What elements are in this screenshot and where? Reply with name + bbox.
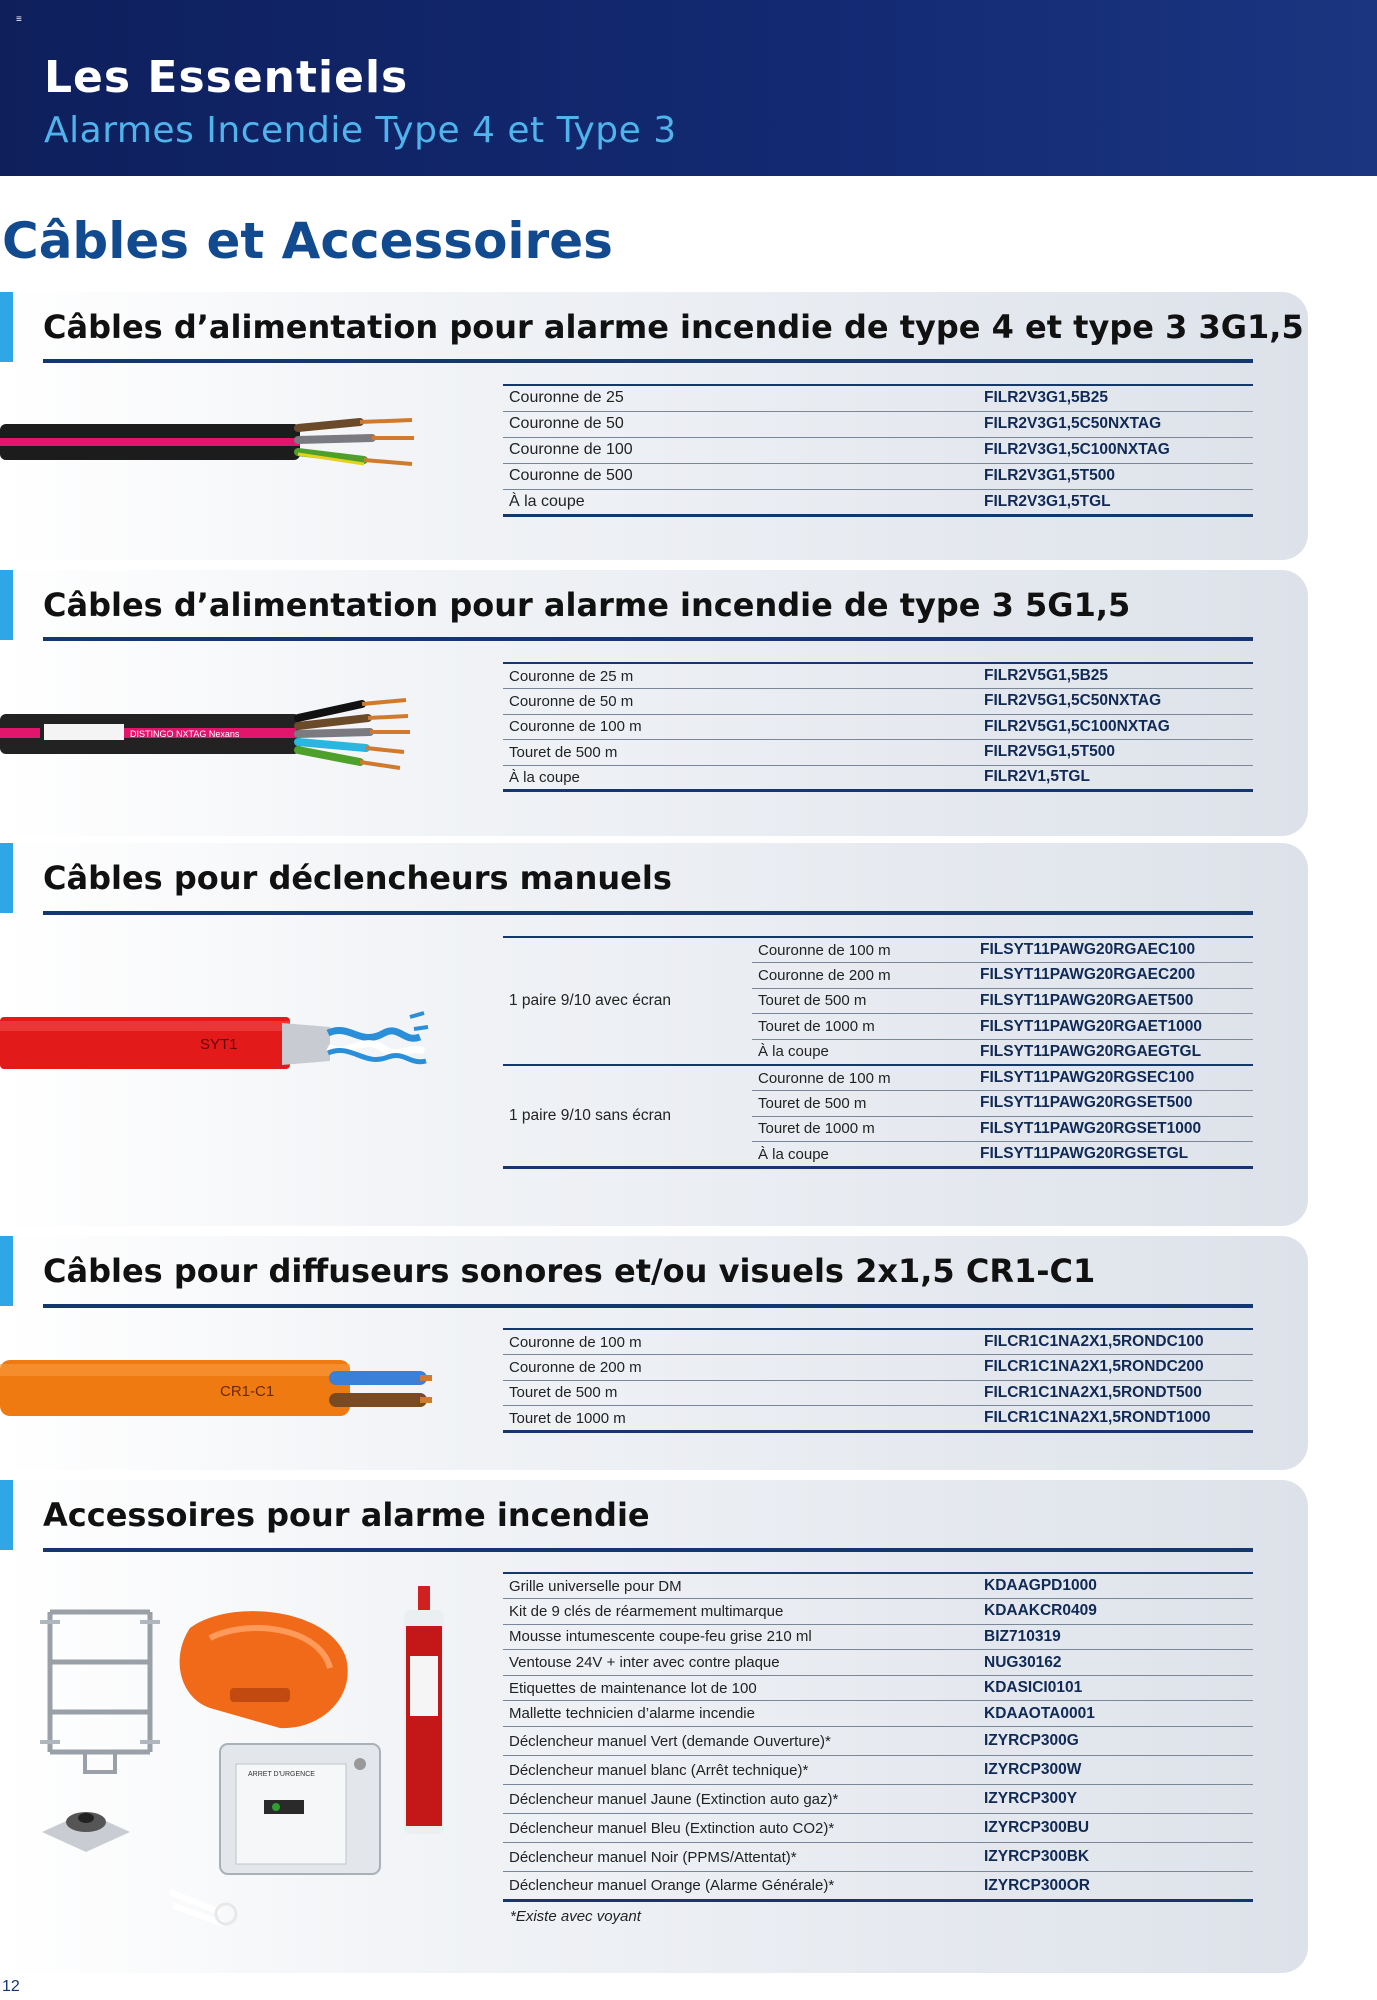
table-row: Mousse intumescente coupe-feu grise 210 ml BIZ710319 xyxy=(503,1624,1253,1650)
header-title: Les Essentiels xyxy=(44,52,409,103)
menu-icon[interactable]: ≡ xyxy=(16,14,22,25)
section-rule xyxy=(43,1304,1253,1308)
table-row: Déclencheur manuel Noir (PPMS/Attentat)* IZYRCP300BK xyxy=(503,1843,1253,1872)
section-rule xyxy=(43,359,1253,363)
table-row: Couronne de 25 FILR2V3G1,5B25 xyxy=(503,385,1253,411)
spec-table xyxy=(503,1572,1253,1902)
keys-image xyxy=(160,1872,250,1942)
table-row: Couronne de 100 m FILR2V5G1,5C100NXTAG xyxy=(503,714,1253,740)
table-row: Couronne de 200 m FILSYT11PAWG20RGAEC200 xyxy=(503,963,1253,989)
cable-print: CR1-C1 xyxy=(220,1383,275,1400)
cable-print: SYT1 xyxy=(200,1036,238,1053)
table-row: Touret de 1000 m FILSYT11PAWG20RGSET1000 xyxy=(503,1116,1253,1142)
section-accent xyxy=(0,843,13,913)
table-row: Touret de 1000 m FILCR1C1NA2X1,5RONDT1000 xyxy=(503,1406,1253,1432)
table-row: À la coupe FILR2V1,5TGL xyxy=(503,765,1253,791)
cable-syt1-image xyxy=(0,1003,440,1093)
spec-table xyxy=(503,936,1253,1169)
table-row: Touret de 500 m FILSYT11PAWG20RGAET500 xyxy=(503,988,1253,1014)
table-row: Couronne de 25 m FILR2V5G1,5B25 xyxy=(503,663,1253,689)
electromagnet-image xyxy=(36,1792,136,1862)
section-manual-call-cable xyxy=(0,843,1308,1226)
table-row: À la coupe FILSYT11PAWG20RGAEGTGL xyxy=(503,1039,1253,1065)
section-accessories xyxy=(0,1480,1308,1973)
section-power-cable-5g xyxy=(0,570,1308,836)
page-number: 12 xyxy=(2,1978,20,1995)
section-accent xyxy=(0,1236,13,1306)
section-accent xyxy=(0,570,13,640)
table-row: Déclencheur manuel blanc (Arrêt technique)* IZYRCP300W xyxy=(503,1756,1253,1785)
table-row: Déclencheur manuel Bleu (Extinction auto CO2)* IZYRCP300BU xyxy=(503,1814,1253,1843)
table-row: 1 paire 9/10 sans écran Couronne de 100 m FILSYT11PAWG20RGSEC100 xyxy=(503,1065,1253,1091)
manual-call-point-image xyxy=(216,1740,392,1880)
cable-cr1-image xyxy=(0,1348,440,1428)
cable-5g-image xyxy=(0,690,420,780)
cable-3g-image xyxy=(0,402,420,482)
table-row: Etiquettes de maintenance lot de 100 KDASICI0101 xyxy=(503,1675,1253,1701)
spec-table xyxy=(503,1328,1253,1433)
grid-bracket-image xyxy=(30,1602,170,1782)
table-row: À la coupe FILR2V3G1,5TGL xyxy=(503,489,1253,515)
table-row: Grille universelle pour DM KDAAGPD1000 xyxy=(503,1573,1253,1599)
spec-table xyxy=(503,384,1253,517)
table-row: Touret de 500 m FILCR1C1NA2X1,5RONDT500 xyxy=(503,1380,1253,1406)
table-row: À la coupe FILSYT11PAWG20RGSETGL xyxy=(503,1142,1253,1168)
header-subtitle: Alarmes Incendie Type 4 et Type 3 xyxy=(44,110,677,151)
section-accent xyxy=(0,1480,13,1550)
table-row: Mallette technicien d’alarme incendie KDAAOTA0001 xyxy=(503,1701,1253,1727)
table-row: Couronne de 50 FILR2V3G1,5C50NXTAG xyxy=(503,411,1253,437)
section-power-cable-3g xyxy=(0,292,1308,560)
section-accent xyxy=(0,292,13,362)
section-rule xyxy=(43,911,1253,915)
header-banner xyxy=(0,0,1377,176)
table-row: Kit de 9 clés de réarmement multimarque KDAAKCR0409 xyxy=(503,1599,1253,1625)
section-rule xyxy=(43,1548,1253,1552)
section-title: Câbles d’alimentation pour alarme incendie de type 3 5G1,5 xyxy=(43,586,1131,624)
table-row: Couronne de 50 m FILR2V5G1,5C50NXTAG xyxy=(503,689,1253,715)
page-title: Câbles et Accessoires xyxy=(2,212,613,270)
cable-print: DISTINGO NXTAG Nexans xyxy=(130,729,240,739)
footnote: *Existe avec voyant xyxy=(510,1908,641,1925)
table-row: Déclencheur manuel Vert (demande Ouverture)* IZYRCP300G xyxy=(503,1727,1253,1756)
spec-table xyxy=(503,662,1253,792)
table-row: Déclencheur manuel Jaune (Extinction auto gaz)* IZYRCP300Y xyxy=(503,1785,1253,1814)
table-row: Touret de 500 m FILSYT11PAWG20RGSET500 xyxy=(503,1091,1253,1117)
device-print: ARRET D'URGENCE xyxy=(248,1771,315,1778)
foam-cartridge-image xyxy=(396,1586,456,1846)
table-row: Touret de 500 m FILR2V5G1,5T500 xyxy=(503,740,1253,766)
section-rule xyxy=(43,637,1253,641)
section-sounder-cable xyxy=(0,1236,1308,1470)
table-row: Ventouse 24V + inter avec contre plaque NUG30162 xyxy=(503,1650,1253,1676)
table-row: Touret de 1000 m FILSYT11PAWG20RGAET1000 xyxy=(503,1014,1253,1040)
table-row: Couronne de 100 m FILCR1C1NA2X1,5RONDC100 xyxy=(503,1329,1253,1355)
section-title: Câbles d’alimentation pour alarme incendie de type 4 et type 3 3G1,5 xyxy=(43,308,1304,346)
table-row: Couronne de 200 m FILCR1C1NA2X1,5RONDC200 xyxy=(503,1355,1253,1381)
table-row: 1 paire 9/10 avec écran Couronne de 100 m FILSYT11PAWG20RGAEC100 xyxy=(503,937,1253,963)
table-row: Couronne de 100 FILR2V3G1,5C100NXTAG xyxy=(503,437,1253,463)
section-title: Accessoires pour alarme incendie xyxy=(43,1496,650,1534)
orange-case-image xyxy=(170,1598,360,1738)
table-row: Déclencheur manuel Orange (Alarme Générale)* IZYRCP300OR xyxy=(503,1872,1253,1901)
section-title: Câbles pour diffuseurs sonores et/ou visuels 2x1,5 CR1-C1 xyxy=(43,1252,1096,1290)
table-row: Couronne de 500 FILR2V3G1,5T500 xyxy=(503,463,1253,489)
section-title: Câbles pour déclencheurs manuels xyxy=(43,859,672,897)
